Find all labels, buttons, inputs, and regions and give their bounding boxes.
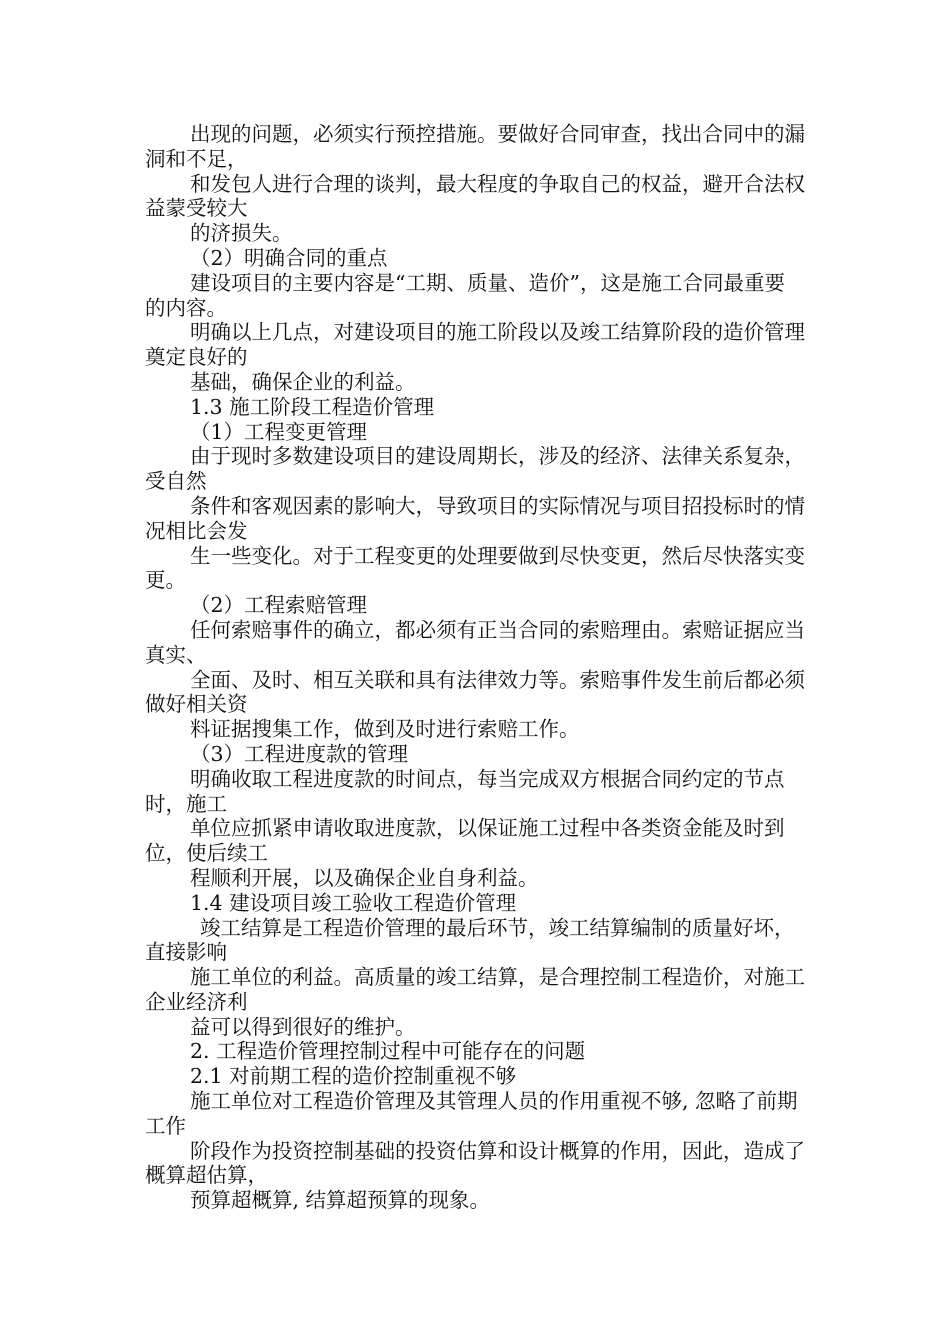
section-heading: 1.3 施工阶段工程造价管理 [190, 394, 435, 419]
paragraph: 施工单位的利益。高质量的竣工结算，是合理控制工程造价，对施工企业经济利 [145, 965, 805, 1014]
paragraph: 条件和客观因素的影响大，导致项目的实际情况与项目招投标时的情况相比会发 [145, 493, 805, 543]
section-heading: （2）工程索赔管理 [190, 593, 368, 618]
paragraph: 阶段作为投资控制基础的投资估算和设计概算的作用，因此，造成了概算超估算， [145, 1138, 805, 1188]
paragraph: 建设项目的主要内容是“工期、质量、造价”，这是施工合同最重要的内容。 [145, 270, 785, 320]
section-heading: 2. 工程造价管理控制过程中可能存在的问题 [190, 1039, 586, 1064]
paragraph: 施工单位对工程造价管理及其管理人员的作用重视不够, 忽略了前期工作 [145, 1089, 798, 1138]
section-heading: （2）明确合同的重点 [190, 245, 388, 270]
paragraph: 预算超概算, 结算超预算的现象。 [190, 1188, 491, 1213]
paragraph: 由于现时多数建设项目的建设周期长，涉及的经济、法律关系复杂，受自然 [145, 444, 805, 494]
paragraph: 单位应抓紧申请收取进度款，以保证施工过程中各类资金能及时到位，使后续工 [145, 816, 785, 866]
section-heading: 2.1 对前期工程的造价控制重视不够 [190, 1064, 517, 1089]
paragraph: 的济损失。 [190, 221, 293, 246]
paragraph: 基础，确保企业的利益。 [190, 369, 416, 394]
paragraph: 料证据搜集工作，做到及时进行索赔工作。 [190, 717, 580, 742]
paragraph: 明确收取工程进度款的时间点，每当完成双方根据合同约定的节点时，施工 [145, 766, 785, 816]
paragraph: 益可以得到很好的维护。 [190, 1014, 416, 1039]
section-heading: 1.4 建设项目竣工验收工程造价管理 [190, 890, 517, 915]
paragraph: 生一些变化。对于工程变更的处理要做到尽快变更，然后尽快落实变更。 [145, 543, 805, 593]
section-heading: （1）工程变更管理 [190, 419, 368, 444]
section-heading: （3）工程进度款的管理 [190, 741, 409, 766]
paragraph: 出现的问题，必须实行预控措施。要做好合同审查，找出合同中的漏洞和不足， [145, 122, 805, 171]
document-body [145, 122, 805, 1213]
paragraph: 竣工结算是工程造价管理的最后环节，竣工结算编制的质量好坏，直接影响 [145, 915, 795, 965]
paragraph: 全面、及时、相互关联和具有法律效力等。索赔事件发生前后都必须做好相关资 [145, 667, 805, 717]
paragraph: 程顺利开展，以及确保企业自身利益。 [190, 865, 539, 890]
paragraph: 和发包人进行合理的谈判，最大程度的争取自己的权益，避开合法权益蒙受较大 [145, 171, 805, 221]
paragraph: 任何索赔事件的确立，都必须有正当合同的索赔理由。索赔证据应当真实、 [145, 617, 805, 667]
paragraph: 明确以上几点，对建设项目的施工阶段以及竣工结算阶段的造价管理奠定良好的 [145, 320, 805, 370]
